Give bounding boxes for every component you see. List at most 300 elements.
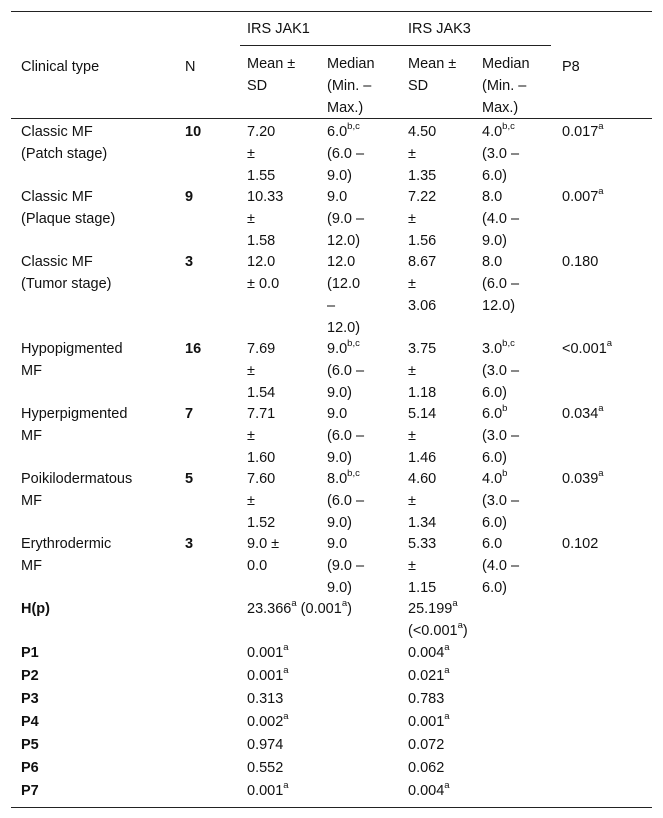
stat-label-text: P1 <box>21 645 39 661</box>
data-table <box>11 11 652 808</box>
row-jak1-mean-text: 0.0 <box>247 558 268 574</box>
row-jak1-median-line <box>327 360 364 382</box>
row-jak1-median <box>327 533 364 599</box>
stat-jak3-sup: a <box>444 780 450 792</box>
header-jak1-median-text: Max.) <box>327 100 364 116</box>
row-jak3-median-text: 4.0 <box>482 124 503 140</box>
stat-jak1 <box>247 780 289 802</box>
row-jak1-median-line <box>327 512 364 534</box>
row-jak3-median-line <box>482 425 519 447</box>
row-jak1-mean-line <box>247 230 283 252</box>
row-jak1-mean-line <box>247 143 275 165</box>
row-clinical-type-text: Classic MF <box>21 254 93 270</box>
row-p8 <box>562 403 604 425</box>
header-group-jak1 <box>247 18 310 40</box>
row-jak3-mean-line <box>408 230 436 252</box>
row-jak3-median-line <box>482 512 519 534</box>
row-jak1-mean <box>247 468 275 534</box>
row-jak1-mean-text: 10.33 <box>247 189 284 205</box>
row-jak1-median-sup: b,c <box>347 338 360 350</box>
row-jak3-mean-line <box>408 251 436 273</box>
row-jak1-median-line <box>327 317 360 339</box>
stat-jak3 <box>408 780 450 802</box>
row-jak1-median <box>327 251 360 339</box>
row-clinical-type-line <box>21 490 132 512</box>
row-jak1-median <box>327 121 364 187</box>
stat-jak3-text: 0.072 <box>408 737 445 753</box>
stat-jak3-line <box>408 620 468 642</box>
row-jak1-mean-text: 7.69 <box>247 341 276 357</box>
row-jak1-median-line <box>327 468 364 490</box>
stat-label <box>21 757 39 779</box>
row-clinical-type <box>21 121 107 165</box>
stat-jak3-line <box>408 598 468 620</box>
row-p8 <box>562 338 612 360</box>
header-jak3-mean <box>408 53 456 97</box>
stat-jak3-line <box>408 665 450 687</box>
row-jak1-mean-text: 7.20 <box>247 124 276 140</box>
row-jak1-mean <box>247 533 279 577</box>
stat-jak1-line <box>247 665 289 687</box>
row-jak3-mean-text: 3.06 <box>408 298 437 314</box>
row-jak3-median <box>482 533 519 599</box>
row-jak3-median-text: 8.0 <box>482 189 503 205</box>
row-clinical-type <box>21 468 132 512</box>
stat-jak1-line <box>247 688 283 710</box>
header-group-jak1-text: IRS JAK1 <box>247 21 310 37</box>
stat-jak3 <box>408 665 450 687</box>
row-jak3-median-text: (3.0 – <box>482 493 520 509</box>
row-jak3-mean-line <box>408 382 436 404</box>
row-jak3-median <box>482 186 519 252</box>
header-jak3-mean-line <box>408 75 456 97</box>
row-n-line <box>185 533 193 555</box>
row-jak1-mean-line <box>247 382 275 404</box>
row-jak3-median-sup: b <box>502 468 508 480</box>
row-jak1-median-text: 8.0 <box>327 471 348 487</box>
row-jak3-median-sup: b <box>502 403 508 415</box>
stat-jak1 <box>247 711 289 733</box>
row-jak1-mean <box>247 186 283 252</box>
stat-jak1-text: 0.001 <box>247 668 284 684</box>
row-jak3-mean-text: 5.33 <box>408 536 437 552</box>
stat-jak3-sup: a <box>444 642 450 654</box>
row-jak3-mean <box>408 121 436 187</box>
header-clinical-type <box>21 56 99 78</box>
row-jak3-median-line <box>482 230 519 252</box>
row-p8-sup: a <box>598 403 604 415</box>
row-n-text: 10 <box>185 124 202 140</box>
stat-label-text: H(p) <box>21 601 50 617</box>
row-jak3-median-text: (4.0 – <box>482 211 520 227</box>
row-jak3-mean-line <box>408 143 436 165</box>
row-clinical-type-text: MF <box>21 428 42 444</box>
stat-label-text: P7 <box>21 783 39 799</box>
row-jak1-mean-text: 1.52 <box>247 515 276 531</box>
row-p8 <box>562 468 604 490</box>
stat-jak1-line <box>247 780 289 802</box>
row-clinical-type-line <box>21 425 127 447</box>
row-n-line <box>185 403 193 425</box>
row-jak1-mean-line <box>247 533 279 555</box>
row-jak1-median-text: (6.0 – <box>327 146 365 162</box>
row-jak3-mean-text: 1.35 <box>408 168 437 184</box>
stat-jak3-text: (<0.001 <box>408 623 458 639</box>
row-jak3-mean-line <box>408 403 436 425</box>
row-jak3-median-line <box>482 186 519 208</box>
stat-jak3 <box>408 734 444 756</box>
row-jak3-mean-line <box>408 121 436 143</box>
stat-label-text: P5 <box>21 737 39 753</box>
stat-label <box>21 780 39 802</box>
stat-jak3 <box>408 711 450 733</box>
stat-label <box>21 665 39 687</box>
stat-label <box>21 734 39 756</box>
row-jak1-median-line <box>327 251 360 273</box>
row-clinical-type-line <box>21 251 112 273</box>
row-jak1-mean-line <box>247 338 275 360</box>
stat-jak1-text: 0.974 <box>247 737 284 753</box>
row-n-line <box>185 468 193 490</box>
stat-label <box>21 642 39 664</box>
row-jak3-median-sup: b,c <box>502 338 515 350</box>
row-jak1-mean-line <box>247 555 279 577</box>
row-jak1-median-text: 9.0) <box>327 580 352 596</box>
row-jak3-mean-text: ± <box>408 276 416 292</box>
row-jak3-median-text: (3.0 – <box>482 363 520 379</box>
row-jak1-mean <box>247 121 275 187</box>
header-bottom-rule <box>11 118 652 119</box>
header-jak3-median <box>482 53 530 119</box>
stat-jak1-sup: a <box>283 711 289 723</box>
row-jak1-median-text: 9.0) <box>327 385 352 401</box>
row-n <box>185 533 193 555</box>
row-jak1-median-line <box>327 533 364 555</box>
row-jak3-mean-text: 1.15 <box>408 580 437 596</box>
row-jak1-mean-text: 7.71 <box>247 406 276 422</box>
row-jak3-median <box>482 468 519 534</box>
row-clinical-type-line <box>21 403 127 425</box>
stat-jak1-sup: a <box>341 598 348 610</box>
row-n <box>185 338 201 360</box>
row-jak1-mean-text: ± <box>247 363 255 379</box>
stat-jak1-text: 0.313 <box>247 691 284 707</box>
stat-jak1-text: 23.366 <box>247 601 292 617</box>
row-p8 <box>562 251 598 273</box>
row-jak3-median-text: 4.0 <box>482 471 503 487</box>
row-jak3-median-line <box>482 490 519 512</box>
row-jak1-mean-text: ± 0.0 <box>247 276 280 292</box>
row-jak3-mean-line <box>408 208 436 230</box>
row-jak1-mean-text: ± <box>247 146 255 162</box>
row-jak3-mean-line <box>408 490 436 512</box>
row-clinical-type-line <box>21 360 123 382</box>
row-jak3-mean-text: ± <box>408 428 416 444</box>
row-jak3-median <box>482 403 519 469</box>
row-jak1-median-text: (12.0 <box>327 276 361 292</box>
row-jak1-mean-line <box>247 165 275 187</box>
stat-jak3-line <box>408 688 444 710</box>
header-jak1-mean-text: SD <box>247 78 268 94</box>
row-p8-text: 0.017 <box>562 124 599 140</box>
row-clinical-type-line <box>21 121 107 143</box>
row-jak1-mean-text: 1.54 <box>247 385 276 401</box>
row-clinical-type-text: Classic MF <box>21 189 93 205</box>
row-jak3-mean <box>408 533 436 599</box>
row-jak1-median-line <box>327 165 364 187</box>
stat-label-text: P3 <box>21 691 39 707</box>
row-jak1-median-text: (9.0 – <box>327 211 365 227</box>
row-n <box>185 251 193 273</box>
stat-jak3-text: 0.062 <box>408 760 445 776</box>
row-n-text: 3 <box>185 254 194 270</box>
row-n-line <box>185 186 193 208</box>
stat-jak3-text: 25.199 <box>408 601 453 617</box>
stat-jak3-line <box>408 734 444 756</box>
row-jak3-median-line <box>482 295 519 317</box>
header-jak1-median-text: Median <box>327 56 375 72</box>
row-jak1-mean-text: 12.0 <box>247 254 276 270</box>
row-jak1-median-sup: b,c <box>347 121 360 133</box>
row-jak1-mean-text: 9.0 ± <box>247 536 280 552</box>
stat-jak3-line <box>408 711 450 733</box>
row-jak1-median-text: 12.0) <box>327 320 361 336</box>
stat-jak1-line <box>247 734 283 756</box>
row-clinical-type <box>21 251 112 295</box>
row-clinical-type-line <box>21 555 111 577</box>
row-p8-text: 0.007 <box>562 189 599 205</box>
header-jak1-median-line <box>327 53 375 75</box>
row-jak1-median-text: (9.0 – <box>327 558 365 574</box>
header-n <box>185 56 195 78</box>
row-jak3-median-text: 9.0) <box>482 233 507 249</box>
stat-jak3 <box>408 598 468 642</box>
stat-jak1-text: ) <box>347 601 352 617</box>
row-jak1-median-text: 12.0 <box>327 254 356 270</box>
stat-label <box>21 598 50 620</box>
stat-jak1-text: 0.001 <box>247 645 284 661</box>
row-jak1-median-text: 9.0 <box>327 189 348 205</box>
row-jak3-mean-text: ± <box>408 146 416 162</box>
stat-jak1-line <box>247 757 283 779</box>
stat-jak1 <box>247 757 283 779</box>
row-jak1-median-text: (6.0 – <box>327 363 365 379</box>
row-jak1-median-line <box>327 403 364 425</box>
header-jak3-median-text: Median <box>482 56 530 72</box>
stat-jak3 <box>408 757 444 779</box>
row-jak1-mean-line <box>247 121 275 143</box>
row-jak1-median-line <box>327 425 364 447</box>
row-clinical-type-text: Poikilodermatous <box>21 471 133 487</box>
row-jak1-mean-line <box>247 512 275 534</box>
row-jak3-mean-text: 4.60 <box>408 471 437 487</box>
stat-jak3-line <box>408 757 444 779</box>
row-jak3-median-text: (3.0 – <box>482 146 520 162</box>
row-jak1-median-text: (6.0 – <box>327 428 365 444</box>
row-jak1-median-line <box>327 143 364 165</box>
header-jak3-mean-line <box>408 53 456 75</box>
row-jak3-median-line <box>482 577 519 599</box>
row-jak1-median-text: – <box>327 298 336 314</box>
row-jak3-mean-line <box>408 338 436 360</box>
row-jak1-median-line <box>327 186 364 208</box>
header-p8-text: P8 <box>562 59 580 75</box>
row-jak1-mean <box>247 251 279 295</box>
row-jak3-median <box>482 251 519 317</box>
row-jak1-median-text: 9.0) <box>327 515 352 531</box>
header-jak3-mean-text: Mean ± <box>408 56 457 72</box>
row-jak3-mean-text: 8.67 <box>408 254 437 270</box>
stat-jak1 <box>247 734 283 756</box>
stat-label-text: P6 <box>21 760 39 776</box>
row-jak1-median-text: 9.0 <box>327 406 348 422</box>
header-jak1-mean-line <box>247 75 295 97</box>
stat-jak1-sup: a <box>291 598 297 610</box>
header-jak3-median-line <box>482 75 530 97</box>
stat-jak3-text: ) <box>462 623 468 639</box>
row-jak3-mean <box>408 468 436 534</box>
row-jak1-mean-line <box>247 360 275 382</box>
row-jak3-mean-text: 4.50 <box>408 124 437 140</box>
row-jak1-mean-line <box>247 490 275 512</box>
row-jak3-median-line <box>482 338 519 360</box>
stat-jak1 <box>247 665 289 687</box>
row-jak3-mean-text: 1.18 <box>408 385 437 401</box>
stat-jak3-sup: a <box>452 598 458 610</box>
row-clinical-type-text: MF <box>21 363 42 379</box>
stat-jak1-sup: a <box>283 665 289 677</box>
row-jak3-mean <box>408 403 436 469</box>
row-clinical-type <box>21 533 111 577</box>
stat-label <box>21 711 39 733</box>
row-jak3-median-text: 12.0) <box>482 298 516 314</box>
stat-jak3-text: 0.021 <box>408 668 445 684</box>
stat-jak3 <box>408 642 450 664</box>
row-jak3-median-text: 3.0 <box>482 341 503 357</box>
row-jak1-mean <box>247 403 275 469</box>
stat-jak1 <box>247 688 283 710</box>
row-jak1-mean-line <box>247 273 279 295</box>
stat-jak3-text: 0.004 <box>408 645 445 661</box>
row-jak3-mean-text: 5.14 <box>408 406 437 422</box>
header-jak3-median-line <box>482 97 530 119</box>
row-clinical-type-text: MF <box>21 558 42 574</box>
row-jak3-median-sup: b,c <box>502 121 515 133</box>
row-n-line <box>185 121 201 143</box>
row-jak3-median-line <box>482 382 519 404</box>
row-jak3-median-line <box>482 121 519 143</box>
row-jak3-median-line <box>482 533 519 555</box>
row-p8-text: 0.039 <box>562 471 599 487</box>
row-jak1-median-line <box>327 338 364 360</box>
row-clinical-type <box>21 403 127 447</box>
row-jak3-mean-line <box>408 360 436 382</box>
row-n-text: 5 <box>185 471 194 487</box>
row-jak3-mean-text: ± <box>408 558 416 574</box>
row-n <box>185 468 193 490</box>
row-jak1-median-text: 12.0) <box>327 233 361 249</box>
row-jak1-median-line <box>327 490 364 512</box>
header-group-jak3-text: IRS JAK3 <box>408 21 471 37</box>
row-p8-sup: a <box>598 468 604 480</box>
row-jak1-mean-text: ± <box>247 211 255 227</box>
row-jak3-mean-line <box>408 533 436 555</box>
stat-jak1-line <box>247 711 289 733</box>
row-clinical-type <box>21 186 115 230</box>
row-jak3-mean-text: ± <box>408 363 416 379</box>
row-jak3-mean-text: ± <box>408 211 416 227</box>
header-jak1-mean <box>247 53 295 97</box>
row-clinical-type-line <box>21 208 115 230</box>
header-jak3-median-text: (Min. – <box>482 78 527 94</box>
row-clinical-type-text: (Tumor stage) <box>21 276 112 292</box>
row-jak3-mean <box>408 251 436 317</box>
row-n <box>185 403 193 425</box>
row-n-text: 9 <box>185 189 194 205</box>
row-jak1-median <box>327 468 364 534</box>
row-n-text: 3 <box>185 536 194 552</box>
row-jak1-median <box>327 186 364 252</box>
row-jak3-mean-text: 1.46 <box>408 450 437 466</box>
row-p8 <box>562 121 604 143</box>
row-jak3-mean-text: 1.56 <box>408 233 437 249</box>
row-jak1-mean-line <box>247 251 279 273</box>
row-jak1-mean-text: ± <box>247 428 255 444</box>
stat-jak1-line <box>247 642 289 664</box>
row-jak1-mean-line <box>247 208 283 230</box>
row-n-text: 16 <box>185 341 202 357</box>
header-jak1-median-line <box>327 97 375 119</box>
stat-jak3-text: 0.001 <box>408 714 445 730</box>
row-jak1-mean-line <box>247 447 275 469</box>
row-jak3-median-text: (4.0 – <box>482 558 520 574</box>
row-p8-text: <0.001 <box>562 341 607 357</box>
row-clinical-type-text: Classic MF <box>21 124 93 140</box>
row-jak3-median-line <box>482 447 519 469</box>
row-jak3-mean <box>408 186 436 252</box>
row-clinical-type-line <box>21 338 123 360</box>
row-jak1-median-text: 9.0) <box>327 450 352 466</box>
row-jak3-median-text: 8.0 <box>482 254 503 270</box>
row-n-line <box>185 338 201 360</box>
row-clinical-type-line <box>21 186 115 208</box>
header-n-text: N <box>185 59 196 75</box>
row-jak3-mean-line <box>408 555 436 577</box>
row-jak3-median-line <box>482 273 519 295</box>
row-jak1-mean-line <box>247 403 275 425</box>
row-jak3-mean-line <box>408 577 436 599</box>
row-clinical-type-line <box>21 273 112 295</box>
header-group-rule <box>240 45 551 46</box>
stat-jak1-text: 0.552 <box>247 760 284 776</box>
row-jak1-median-text: (6.0 – <box>327 493 365 509</box>
stat-jak3-line <box>408 780 450 802</box>
row-jak1-median-line <box>327 295 360 317</box>
stat-jak1 <box>247 642 289 664</box>
row-jak3-median-text: 6.0) <box>482 168 507 184</box>
row-jak1-median-line <box>327 555 364 577</box>
row-jak3-median-text: 6.0) <box>482 450 507 466</box>
row-jak3-median-text: 6.0) <box>482 515 507 531</box>
row-jak3-median-line <box>482 468 519 490</box>
row-jak1-median-sup: b,c <box>347 468 360 480</box>
row-n-line <box>185 251 193 273</box>
row-jak3-mean-line <box>408 425 436 447</box>
row-jak1-mean-text: 1.58 <box>247 233 276 249</box>
header-group-jak3 <box>408 18 471 40</box>
row-jak1-median-line <box>327 230 364 252</box>
header-clinical-type-text: Clinical type <box>21 59 100 75</box>
